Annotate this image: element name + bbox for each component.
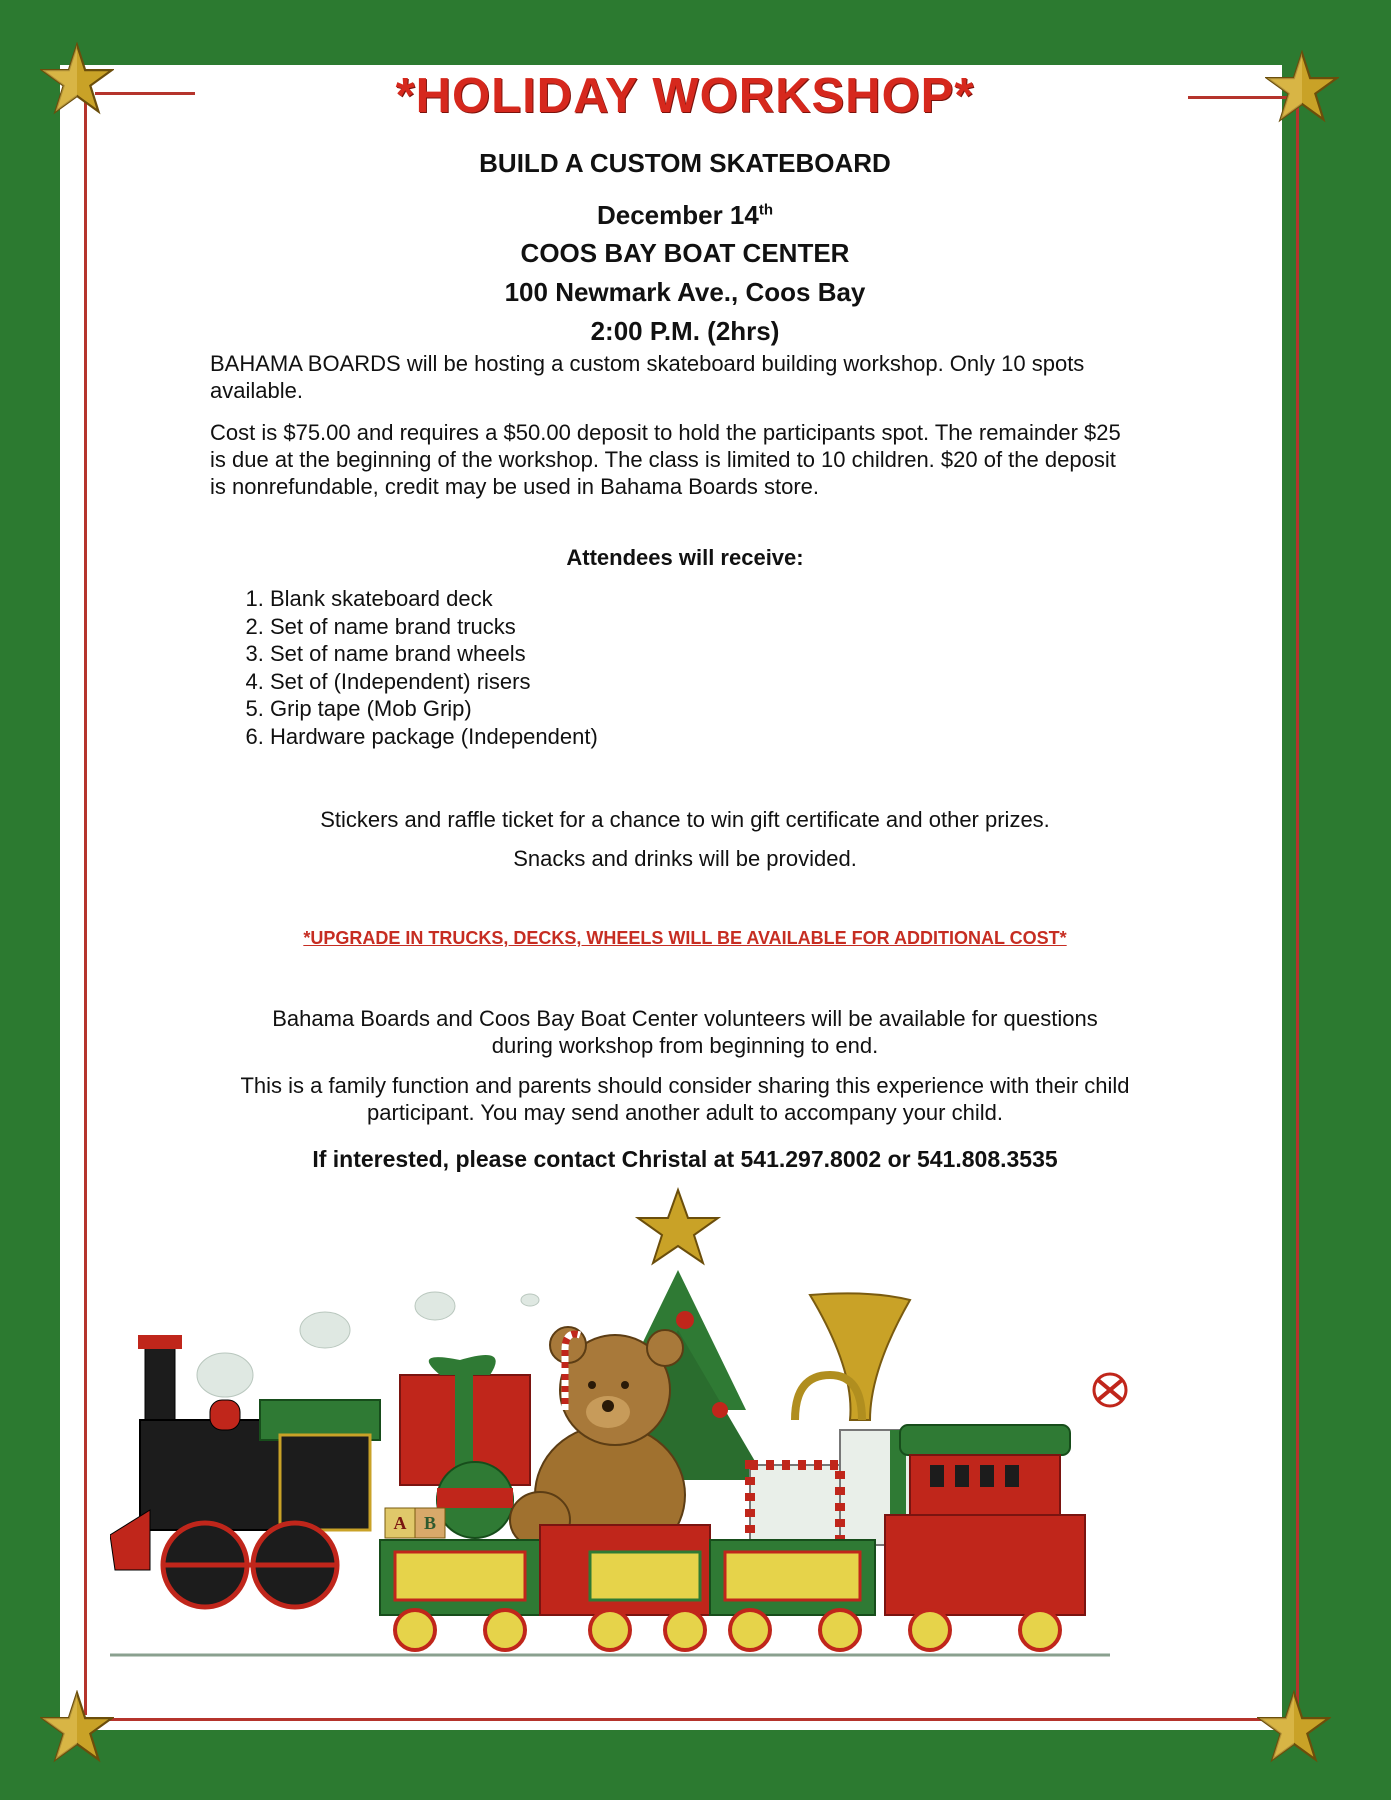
event-date-suffix: th bbox=[758, 201, 774, 219]
list-item: 6. Hardware package (Independent) bbox=[270, 723, 598, 751]
toy-block-letter: A bbox=[393, 1513, 407, 1533]
family-text: This is a family function and parents should consider sharing this experience with their child participant. You may send another adult to accompany your child. bbox=[240, 1073, 1130, 1125]
intro-paragraph: BAHAMA BOARDS will be hosting a custom skateboard building workshop. Only 10 spots available. bbox=[210, 351, 1085, 403]
upgrade-notice: *UPGRADE IN TRUCKS, DECKS, WHEELS WILL BE AVAILABLE FOR ADDITIONAL COST* bbox=[303, 928, 1067, 948]
star-icon bbox=[40, 42, 114, 116]
flyer-title: *HOLIDAY WORKSHOP* bbox=[395, 69, 975, 123]
event-date-main: December 14 bbox=[596, 200, 759, 230]
event-address: 100 Newmark Ave., Coos Bay bbox=[504, 277, 866, 307]
attendees-heading: Attendees will receive: bbox=[566, 545, 804, 570]
stickers-text: Stickers and raffle ticket for a chance to win gift certificate and other prizes. bbox=[320, 807, 1050, 832]
list-item: 2. Set of name brand trucks bbox=[270, 613, 598, 641]
frame-rule-left bbox=[84, 100, 87, 1715]
flyer-subtitle: BUILD A CUSTOM SKATEBOARD bbox=[479, 148, 891, 178]
steam-puff bbox=[521, 1294, 539, 1306]
star-icon bbox=[1257, 1690, 1331, 1764]
christmas-train-illustration bbox=[110, 1180, 1270, 1700]
contact-line: If interested, please contact Christal at 541.297.8002 or 541.808.3535 bbox=[312, 1146, 1058, 1172]
steam-puff bbox=[197, 1353, 253, 1397]
frame-rule-bottom bbox=[100, 1718, 1290, 1721]
list-item: 5. Grip tape (Mob Grip) bbox=[270, 695, 598, 723]
cost-paragraph: Cost is $75.00 and requires a $50.00 deposit to hold the participants spot. The remainder $25 is due at the beginning of the workshop. The class is limited to 10 children. $20 of the deposit is nonrefundable, credit may be used in Bahama Boards store. bbox=[210, 420, 1121, 499]
train-car bbox=[710, 1540, 875, 1650]
list-item: 4. Set of (Independent) risers bbox=[270, 668, 598, 696]
frame-rule-right bbox=[1296, 100, 1299, 1715]
caboose bbox=[885, 1425, 1085, 1650]
star-icon bbox=[40, 1690, 114, 1764]
horn bbox=[795, 1293, 910, 1420]
list-item: 3. Set of name brand wheels bbox=[270, 640, 598, 668]
train-car bbox=[540, 1525, 710, 1650]
event-venue: COOS BAY BOAT CENTER bbox=[520, 238, 850, 268]
star-icon bbox=[1265, 50, 1339, 124]
snacks-text: Snacks and drinks will be provided. bbox=[513, 846, 857, 871]
gift-box bbox=[750, 1465, 840, 1545]
attendee-items-list bbox=[240, 585, 598, 750]
volunteers-text: Bahama Boards and Coos Bay Boat Center volunteers will be available for questions during workshop from beginning to end. bbox=[272, 1006, 1098, 1058]
toy-block-letter: B bbox=[423, 1513, 437, 1533]
steam-puff bbox=[300, 1312, 350, 1348]
train-car bbox=[380, 1540, 540, 1650]
event-date bbox=[170, 200, 1200, 231]
steam-puff bbox=[415, 1292, 455, 1320]
event-time: 2:00 P.M. (2hrs) bbox=[590, 316, 780, 346]
list-item: 1. Blank skateboard deck bbox=[270, 585, 598, 613]
